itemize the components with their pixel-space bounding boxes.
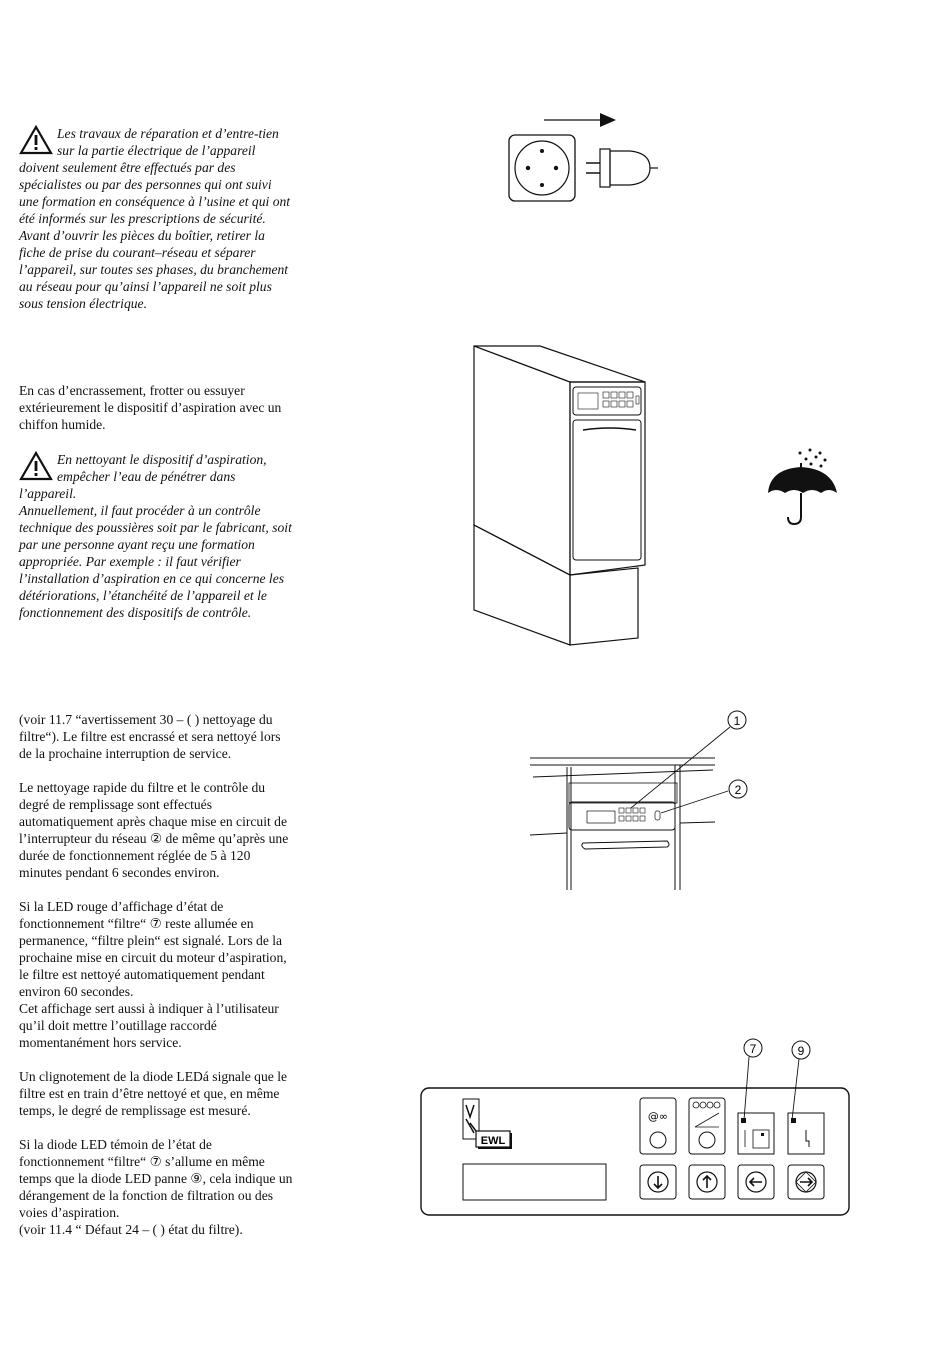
filter-fault-paragraph: Si la diode LED témoin de l’état de fonctionnement “filtre“ ⑦ s’allume en même temps que la diode LED panne ⑨, cela indique un dérangement de la fonction de filtration ou des voies d’aspiration. bbox=[19, 1137, 293, 1220]
cleaning-paragraph: En cas d’encrassement, frotter ou essuyer extérieurement le dispositif d’aspiration avec un chiffon humide. bbox=[19, 383, 282, 432]
arrow-right-icon bbox=[800, 1178, 812, 1186]
filter-section bbox=[19, 711, 294, 1238]
umbrella-rain-icon bbox=[765, 445, 845, 530]
annual-inspection-text: Annuellement, il faut procéder à un contrôle technique des poussières soit par le fabricant, soit par une personne ayant reçu une formation appropriée. Par exemple : il faut vérifier l’installation d’aspiration en ce qui concerne les détériorations, l’étanchéité de l’appareil et le fonctionnement des dispositifs de contrôle. bbox=[19, 503, 292, 620]
filter-cleaning-paragraph: Le nettoyage rapide du filtre et le contrôle du degré de remplissage sont effectués automatiquement après chaque mise en circuit de l’interrupteur du réseau ② de même qu’après une durée de fonctionnement réglée de 5 à 120 minutes pendant 6 secondes environ. bbox=[19, 780, 289, 880]
arrow-left-icon bbox=[750, 1178, 762, 1186]
warning-triangle-icon bbox=[19, 451, 53, 481]
svg-text:@∞: @∞ bbox=[647, 1110, 669, 1123]
filter-full-paragraph: Si la LED rouge d’affichage d’état de fonctionnement “filtre“ ⑦ reste allumée en permanence, “filtre plein“ est signalé. Lors de la prochaine mise en circuit du moteur d’aspiration, le filtre est nettoyé automatiquement pendant environ 60 secondes. bbox=[19, 899, 287, 999]
display-window bbox=[463, 1164, 606, 1200]
led-blinking-paragraph: Un clignotement de la diode LEDá signale que le filtre est en train d’être nettoyé et que, en même temps, le degré de remplissage est mesuré. bbox=[19, 1069, 288, 1118]
brand-logo bbox=[463, 1099, 512, 1149]
arrow-down-button[interactable] bbox=[640, 1165, 676, 1199]
callout-7-label: 7 bbox=[749, 1042, 757, 1056]
plug-socket-figure bbox=[500, 105, 670, 205]
warning-block-water bbox=[19, 451, 294, 621]
arrow-left-button[interactable] bbox=[738, 1165, 774, 1199]
filter-user-hint-paragraph: Cet affichage sert aussi à indiquer à l’utilisateur qu’il doit mettre l’outillage raccordé momentanément hors service. bbox=[19, 1001, 279, 1050]
arrow-up-icon bbox=[703, 1176, 711, 1188]
control-panel-location-figure bbox=[525, 705, 775, 900]
plug-socket-icon bbox=[509, 135, 658, 201]
appliance-cabinet-figure bbox=[460, 340, 660, 660]
indicator-filter-led bbox=[738, 1113, 774, 1154]
arrow-right-button[interactable] bbox=[788, 1165, 824, 1199]
arrow-up-button[interactable] bbox=[689, 1165, 725, 1199]
warning-water-text: En nettoyant le dispositif d’aspiration, empêcher l’eau de pénétrer dans l’appareil. bbox=[19, 452, 267, 501]
callout-1-label: 1 bbox=[733, 714, 741, 728]
filter-fault-reference: (voir 11.4 “ Défaut 24 – ( ) état du filtre). bbox=[19, 1222, 243, 1237]
filter-warning-paragraph: (voir 11.7 “avertissement 30 – ( ) nettoyage du filtre“). Le filtre est encrassé et sera nettoyé lors de la prochaine interruption de service. bbox=[19, 712, 281, 761]
panel-frame bbox=[421, 1088, 849, 1215]
control-panel-front-figure bbox=[418, 1035, 853, 1220]
arrow-down-icon bbox=[654, 1176, 662, 1188]
indicator-fault-led bbox=[788, 1113, 824, 1154]
indicator-infinite bbox=[640, 1098, 676, 1154]
indicator-fill-level bbox=[689, 1098, 725, 1154]
callout-9-label: 9 bbox=[797, 1044, 805, 1058]
logo-text: EWL bbox=[480, 1135, 506, 1147]
warning-triangle-icon bbox=[19, 125, 53, 155]
warning-block-electrical bbox=[19, 125, 294, 312]
warning-electrical-text: Les travaux de réparation et d’entre-tien sur la partie électrique de l’appareil doivent seulement être effectués par des spécialistes ou par des personnes qui ont suivi une formation en conséquence à l’usine et qui ont été informés sur les prescriptions de sécurité. Avant d’ouvrir les pièces du boîtier, retirer la fiche de prise du courant–réseau et séparer l’appareil, sur toutes ses phases, du branchement au réseau pour qu’ainsi l’appareil ne soit plus sous tension électrique. bbox=[19, 126, 291, 311]
callout-2-label: 2 bbox=[734, 783, 742, 797]
